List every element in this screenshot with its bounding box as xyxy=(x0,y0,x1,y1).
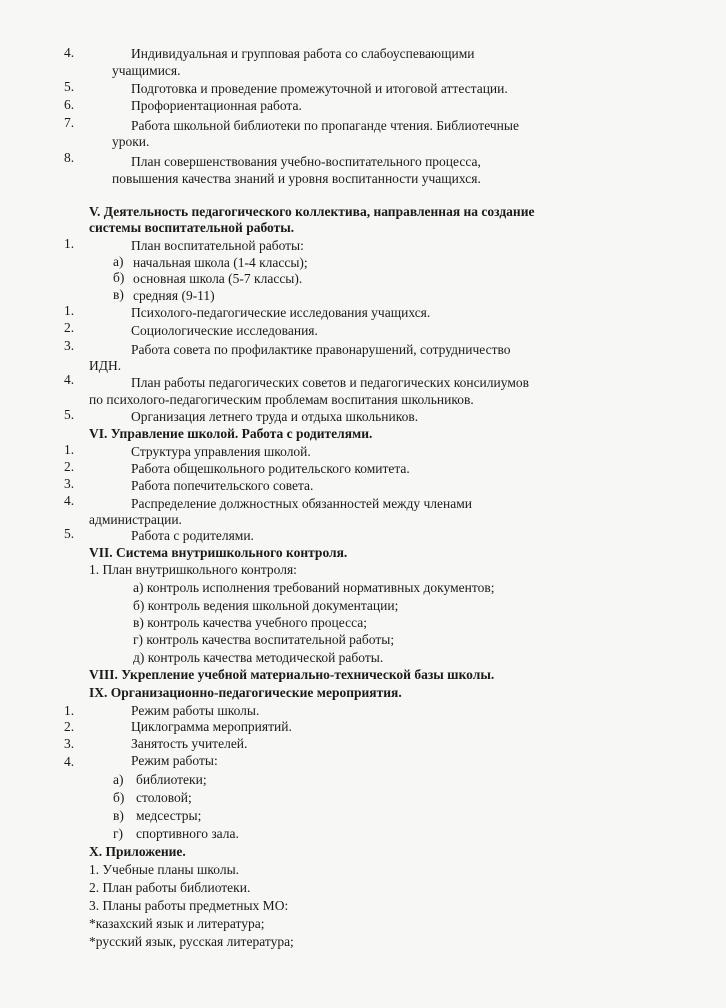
sub-item-text: библиотеки; xyxy=(136,772,207,787)
list-item-text: Занятость учителей. xyxy=(131,736,248,751)
sub-item-text: д) контроль качества методической работы. xyxy=(133,650,384,665)
list-number: 3. xyxy=(64,736,75,751)
list-number: 1. xyxy=(64,236,75,251)
section-heading: X. Приложение. xyxy=(89,844,186,859)
sub-letter: б) xyxy=(113,790,125,805)
list-item-text: Работа попечительского совета. xyxy=(131,478,314,493)
section-heading: IX. Организационно-педагогические мероприятия. xyxy=(89,685,402,700)
list-item-text: Работа совета по профилактике правонарушений, сотрудничество xyxy=(131,342,511,357)
list-number: 1. xyxy=(64,442,75,457)
list-number: 1. xyxy=(64,303,75,318)
sub-item-text: а) контроль исполнения требований нормативных документов; xyxy=(133,580,495,595)
list-item-text: Организация летнего труда и отдыха школьников. xyxy=(131,409,419,424)
list-item-text: Работа с родителями. xyxy=(131,528,254,543)
list-number: 3. xyxy=(64,476,75,491)
appendix-item: 2. План работы библиотеки. xyxy=(89,880,251,895)
list-number: 4. xyxy=(64,372,75,387)
list-item-text: План работы педагогических советов и педагогических консилиумов xyxy=(131,375,529,390)
list-item-text: Режим работы школы. xyxy=(131,703,260,718)
list-number: 2. xyxy=(64,320,75,335)
list-item-text: Работа школьной библиотеки по пропаганде чтения. Библиотечные xyxy=(131,118,519,133)
list-item-text: Структура управления школой. xyxy=(131,444,311,459)
list-number: 8. xyxy=(64,150,75,165)
list-item-text: План совершенствования учебно-воспитательного процесса, xyxy=(131,154,481,169)
sub-letter: в) xyxy=(113,287,124,302)
sub-item-text: средняя (9-11) xyxy=(133,288,215,303)
list-number: 6. xyxy=(64,97,75,112)
list-number: 3. xyxy=(64,338,75,353)
sub-item-text: б) контроль ведения школьной документации; xyxy=(133,598,399,613)
section-heading: V. Деятельность педагогического коллектива, направленная на создание xyxy=(89,204,535,219)
list-item-text: Циклограмма мероприятий. xyxy=(131,719,292,734)
list-item-text: Индивидуальная и групповая работа со слабоуспевающими xyxy=(131,46,475,61)
list-item-continuation: администрации. xyxy=(89,512,182,527)
sub-letter: б) xyxy=(113,270,125,285)
list-number: 4. xyxy=(64,754,75,769)
list-item-continuation: ИДН. xyxy=(89,358,122,373)
list-number: 5. xyxy=(64,407,75,422)
section-heading: VIII. Укрепление учебной материально-технической базы школы. xyxy=(89,667,495,682)
section-heading: VI. Управление школой. Работа с родителями. xyxy=(89,426,373,441)
sub-item-text: основная школа (5-7 классы). xyxy=(133,271,303,286)
list-number: 7. xyxy=(64,115,75,130)
sub-letter: г) xyxy=(113,826,124,841)
appendix-item: 1. Учебные планы школы. xyxy=(89,862,240,877)
list-item-continuation: уроки. xyxy=(112,134,150,149)
list-item-text: Психолого-педагогические исследования учащихся. xyxy=(131,305,431,320)
list-item-text: План воспитательной работы: xyxy=(131,238,304,253)
list-item-continuation: по психолого-педагогическим проблемам воспитания школьников. xyxy=(89,392,474,407)
list-item-text: Профориентационная работа. xyxy=(131,98,302,113)
list-number: 2. xyxy=(64,719,75,734)
sub-item-text: столовой; xyxy=(136,790,192,805)
list-number: 4. xyxy=(64,493,75,508)
list-item-text: 1. План внутришкольного контроля: xyxy=(89,562,297,577)
sub-item-text: медсестры; xyxy=(136,808,202,823)
sub-letter: в) xyxy=(113,808,124,823)
sub-item-text: спортивного зала. xyxy=(136,826,239,841)
list-number: 2. xyxy=(64,459,75,474)
list-item-text: Работа общешкольного родительского комитета. xyxy=(131,461,410,476)
list-item-text: Распределение должностных обязанностей между членами xyxy=(131,496,473,511)
list-item-text: Режим работы: xyxy=(131,753,218,768)
section-heading: VII. Система внутришкольного контроля. xyxy=(89,545,348,560)
sub-letter: а) xyxy=(113,772,124,787)
sub-item-text: г) контроль качества воспитательной работы; xyxy=(133,632,395,647)
list-item-text: Подготовка и проведение промежуточной и итоговой аттестации. xyxy=(131,81,508,96)
list-number: 5. xyxy=(64,526,75,541)
list-number: 5. xyxy=(64,79,75,94)
list-item-continuation: учащимися. xyxy=(112,63,181,78)
list-item-continuation: повышения качества знаний и уровня воспитанности учащихся. xyxy=(112,171,481,186)
appendix-item: *русский язык, русская литература; xyxy=(89,934,294,949)
section-heading: системы воспитательной работы. xyxy=(89,220,295,235)
list-item-text: Социологические исследования. xyxy=(131,323,318,338)
sub-item-text: начальная школа (1-4 классы); xyxy=(133,255,308,270)
list-number: 4. xyxy=(64,45,75,60)
sub-letter: а) xyxy=(113,254,124,269)
appendix-item: 3. Планы работы предметных МО: xyxy=(89,898,289,913)
appendix-item: *казахский язык и литература; xyxy=(89,916,265,931)
list-number: 1. xyxy=(64,703,75,718)
sub-item-text: в) контроль качества учебного процесса; xyxy=(133,615,367,630)
